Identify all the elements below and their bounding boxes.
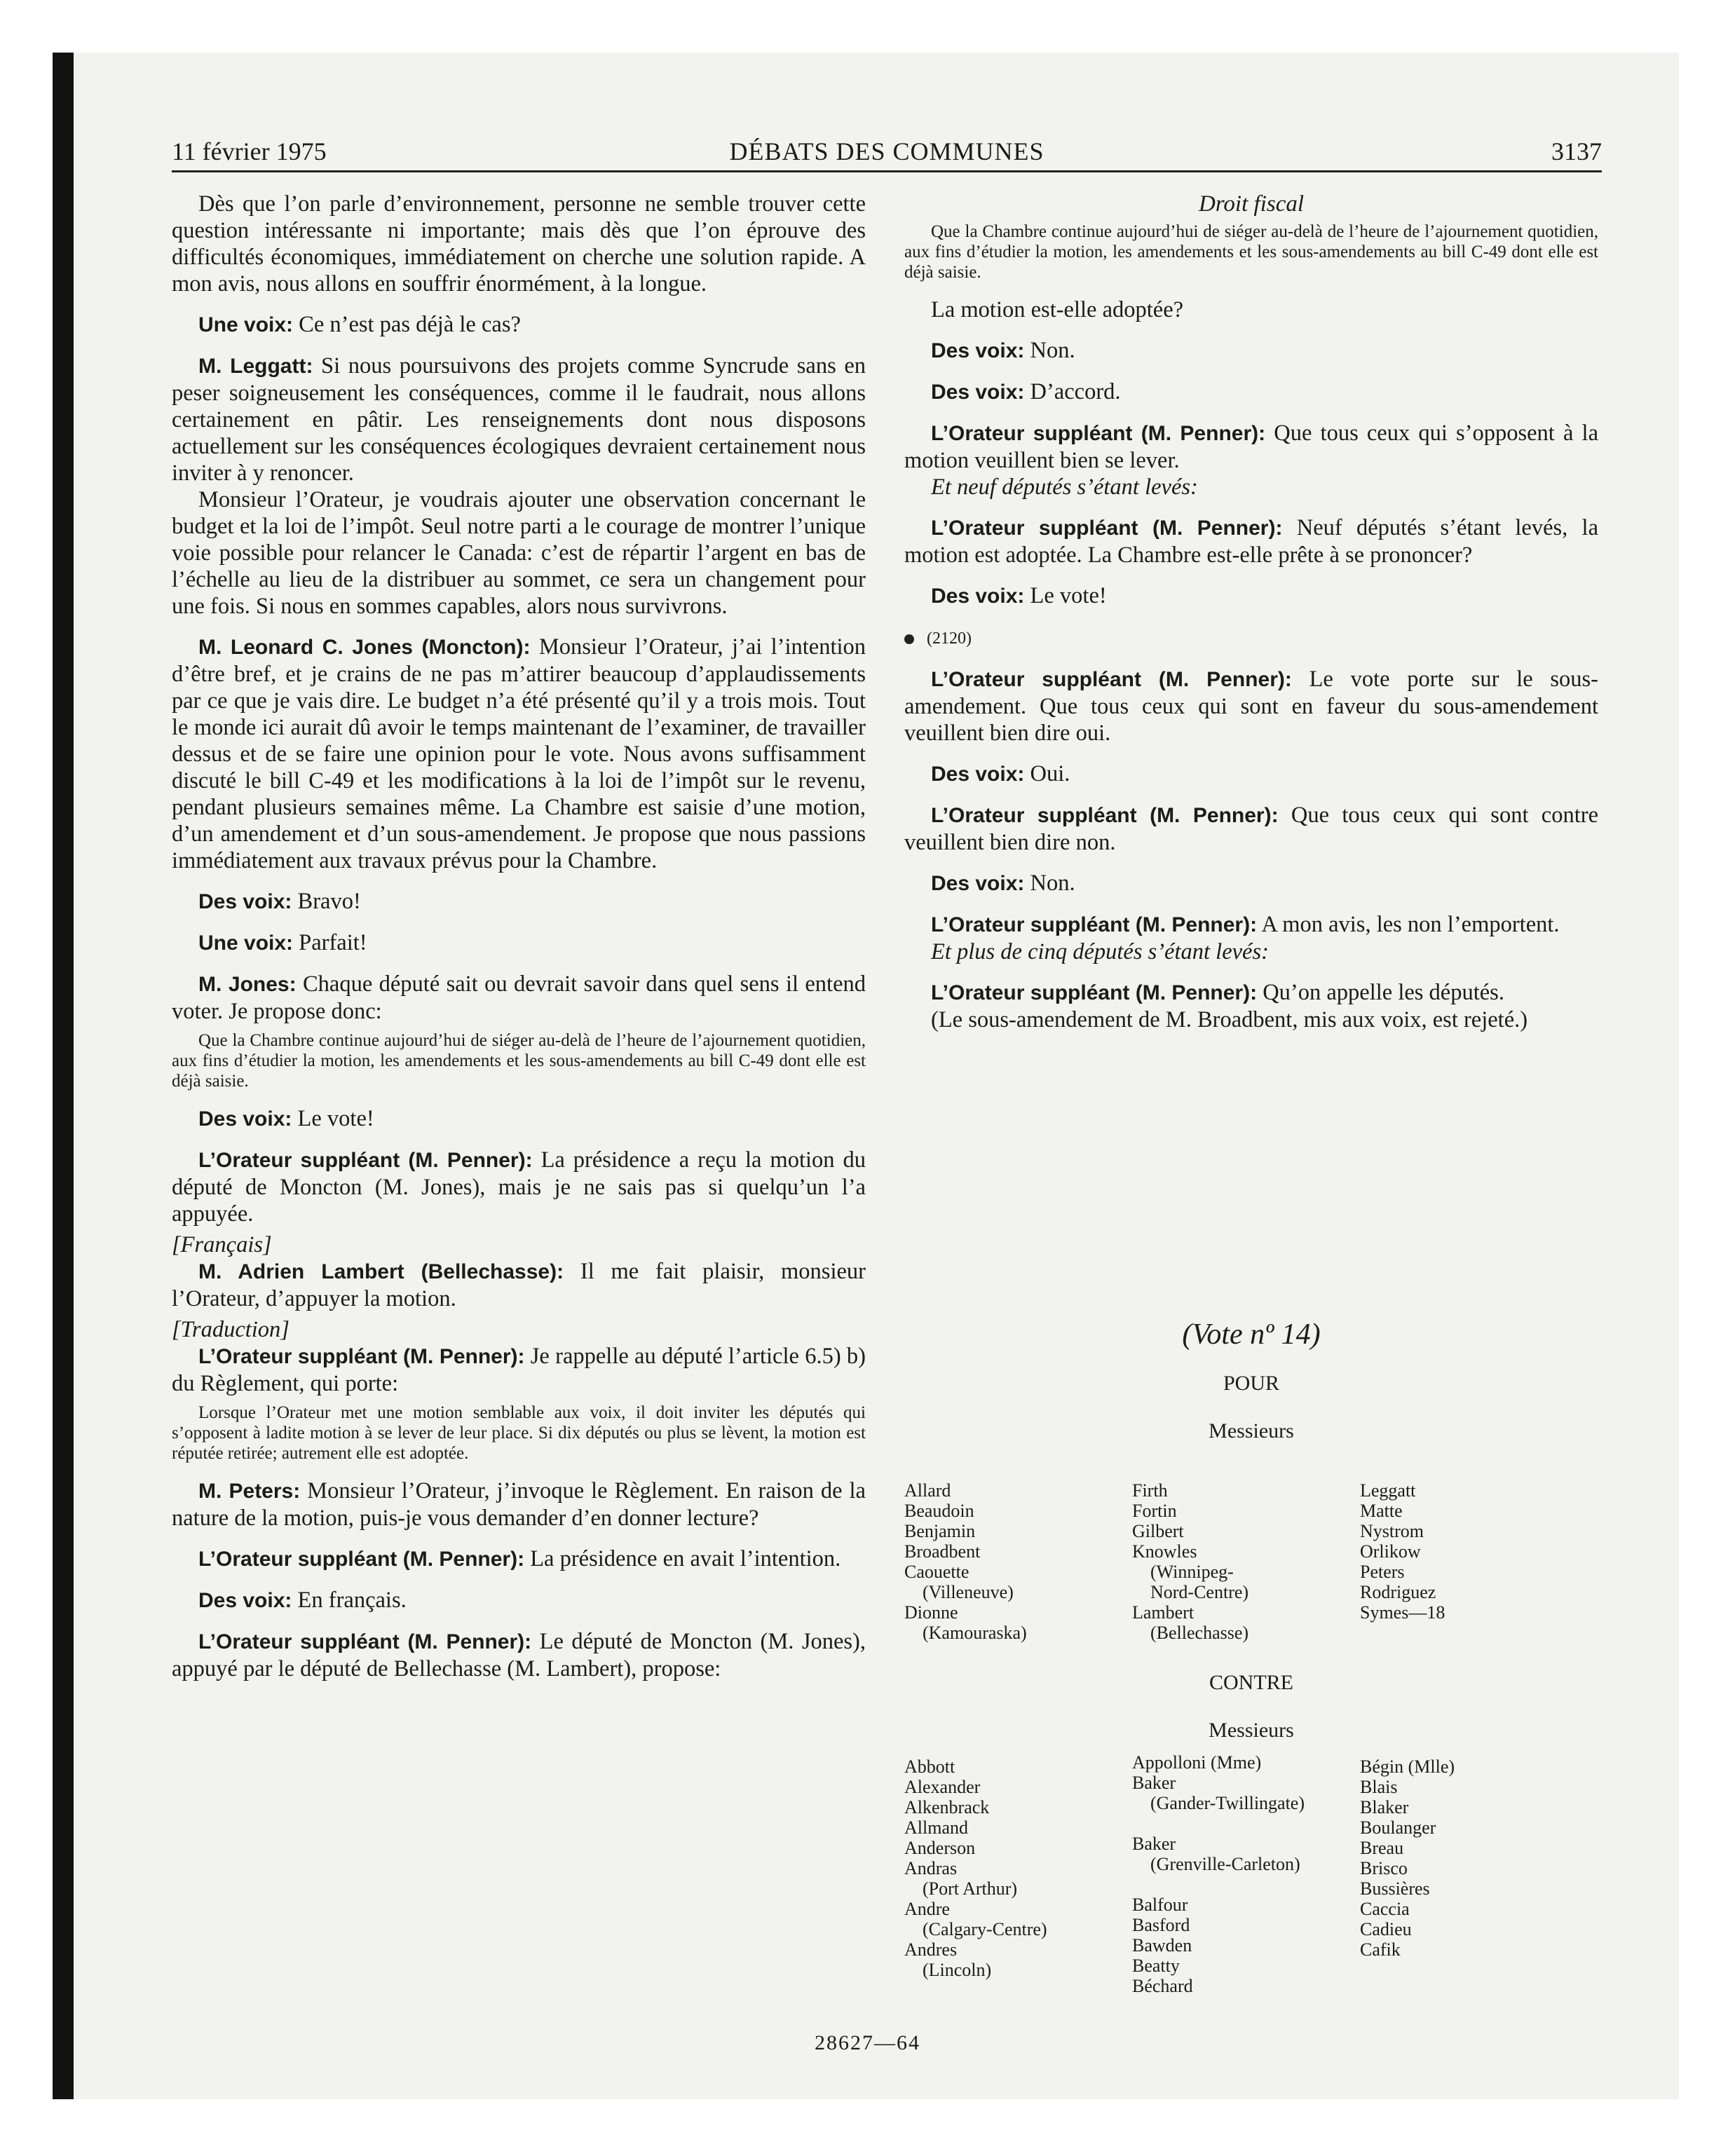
motion-quote: Que la Chambre continue aujourd’hui de siéger au-delà de l’heure de l’ajournement quotidien, aux fins d’étudier la motion, les amendements et les sous-amendements au bill C-49 dont elle est déjà saisie.	[172, 1031, 866, 1091]
member-name: Blaker	[1360, 1797, 1409, 1817]
paragraph: Dès que l’on parle d’environnement, personne ne semble trouver cette question intéressante ni importante; mais dès que l’on éprouve des difficultés économiques, immédiatement on cherche une solution rapide. A mon avis, nous allons en souffrir énormément, à la longue.	[172, 191, 866, 296]
speaker: Une voix:	[198, 313, 294, 336]
paragraph: L’Orateur suppléant (M. Penner): A mon avis, les non l’emportent.	[931, 912, 1560, 937]
paragraph: Des voix: Bravo!	[198, 889, 361, 914]
member-name: Beaudoin	[904, 1501, 974, 1521]
paragraph: L’Orateur suppléant (M. Penner): Le vote porte sur le sous-amendement. Que tous ceux qui sont en faveur du sous-amendement veuillent bien dire oui.	[904, 667, 1598, 746]
paragraph: Monsieur l’Orateur, je voudrais ajouter une observation concernant le budget et la loi de l’impôt. Seul notre parti a le courage de montrer l’unique voie possible pour relancer le Canada: c’est de répartir l’argent en bas de l’échelle au lieu de la distribuer au sommet, ce sera un changement pour une fois. Si nous en sommes capables, alors nous survivrons.	[172, 487, 866, 619]
vote-title: (Vote nº 14)	[1182, 1318, 1321, 1351]
paragraph: Des voix: Le vote!	[198, 1106, 374, 1131]
member-name: Béchard	[1132, 1976, 1193, 1996]
pour-names-col3	[1360, 1480, 1445, 1623]
member-name: Alkenbrack	[904, 1797, 990, 1817]
member-name: Leggatt	[1360, 1480, 1416, 1501]
member-name: Bawden	[1132, 1935, 1192, 1956]
member-name: Broadbent	[904, 1541, 981, 1562]
member-name: Anderson	[904, 1838, 976, 1858]
member-name: Knowles	[1132, 1541, 1197, 1562]
paragraph: Des voix: Oui.	[931, 761, 1070, 786]
member-name: (Gander-Twillingate)	[1150, 1793, 1305, 1813]
member-name: Nord-Centre)	[1150, 1582, 1249, 1602]
member-name: Appolloni (Mme)	[1132, 1752, 1262, 1773]
paragraph: L’Orateur suppléant (M. Penner): Que tous ceux qui s’opposent à la motion veuillent bien se lever.	[904, 421, 1598, 473]
contre-label: CONTRE	[1209, 1671, 1293, 1694]
paragraph: Des voix: Le vote!	[931, 583, 1107, 608]
pour-label: POUR	[1223, 1372, 1280, 1395]
paragraph: M. Peters: Monsieur l’Orateur, j’invoque le Règlement. En raison de la nature de la motion, puis-je vous demander d’en donner lecture?	[172, 1478, 866, 1531]
member-name: Symes—18	[1360, 1602, 1445, 1623]
member-name: (Grenville-Carleton)	[1150, 1854, 1300, 1874]
member-name: Andras	[904, 1858, 958, 1878]
header-rule	[172, 170, 1602, 172]
speaker: M. Leggatt:	[198, 355, 313, 378]
speaker: Des voix:	[931, 872, 1025, 895]
member-name: Rodriguez	[1360, 1582, 1436, 1602]
member-name: (Lincoln)	[923, 1960, 992, 1980]
member-name: Fortin	[1132, 1501, 1177, 1521]
member-name: Peters	[1360, 1562, 1405, 1582]
speaker: Des voix:	[931, 381, 1025, 404]
member-name: Orlikow	[1360, 1541, 1421, 1562]
member-name: Andres	[904, 1939, 958, 1960]
member-name: Breau	[1360, 1838, 1404, 1858]
stage-direction: Et plus de cinq députés s’étant levés:	[931, 939, 1269, 964]
speaker: Des voix:	[931, 585, 1025, 608]
pour-subtitle: Messieurs	[1209, 1419, 1294, 1442]
bullet-icon	[904, 634, 914, 644]
member-name: Alexander	[904, 1777, 981, 1797]
language-tag: [Français]	[172, 1232, 272, 1257]
paragraph: Des voix: Non.	[931, 338, 1075, 363]
member-name: Baker	[1132, 1834, 1176, 1854]
member-name: Abbott	[904, 1756, 955, 1777]
paragraph: L’Orateur suppléant (M. Penner): Qu’on appelle les députés.	[931, 980, 1504, 1005]
paragraph: Des voix: En français.	[198, 1588, 407, 1613]
paragraph: M. Jones: Chaque député sait ou devrait savoir dans quel sens il entend voter. Je propose donc:	[172, 971, 866, 1024]
member-name: Blais	[1360, 1777, 1398, 1797]
page-header	[172, 137, 1602, 172]
speaker: L’Orateur suppléant (M. Penner):	[198, 1630, 532, 1653]
member-name: (Port Arthur)	[923, 1878, 1018, 1899]
member-name: Cafik	[1360, 1939, 1401, 1960]
speaker: L’Orateur suppléant (M. Penner):	[931, 422, 1266, 445]
member-name: Benjamin	[904, 1521, 976, 1541]
section-heading: Droit fiscal	[1198, 191, 1305, 217]
right-column	[904, 191, 1598, 1033]
page-footer-code: 28627—64	[815, 2031, 920, 2054]
member-name: (Calgary-Centre)	[923, 1919, 1047, 1939]
member-name: Baker	[1132, 1773, 1176, 1793]
member-name: Matte	[1360, 1501, 1403, 1521]
member-name: Caouette	[904, 1562, 969, 1582]
member-name: Brisco	[1360, 1858, 1408, 1878]
member-name: Basford	[1132, 1915, 1190, 1935]
member-name: Lambert	[1132, 1602, 1195, 1623]
language-tag: [Traduction]	[172, 1317, 290, 1342]
contre-names-col2	[1132, 1752, 1305, 1996]
member-name: Allmand	[904, 1817, 968, 1838]
speaker: L’Orateur suppléant (M. Penner):	[198, 1149, 533, 1172]
member-name: Balfour	[1132, 1895, 1188, 1915]
speaker: M. Adrien Lambert (Bellechasse):	[198, 1260, 564, 1283]
speaker: L’Orateur suppléant (M. Penner):	[931, 913, 1258, 936]
speaker: L’Orateur suppléant (M. Penner):	[931, 517, 1283, 540]
speaker: M. Leonard C. Jones (Moncton):	[198, 636, 531, 659]
member-name: Nystrom	[1360, 1521, 1424, 1541]
pour-names-col1	[904, 1480, 1027, 1643]
member-name: (Winnipeg-	[1150, 1562, 1234, 1582]
member-name: Dionne	[904, 1602, 958, 1623]
speaker: M. Jones:	[198, 973, 297, 996]
member-name: Firth	[1132, 1480, 1168, 1501]
member-name	[1132, 1813, 1305, 1834]
member-name: Gilbert	[1132, 1521, 1184, 1541]
member-name	[1132, 1874, 1305, 1895]
paragraph: M. Leggatt: Si nous poursuivons des projets comme Syncrude sans en peser soigneusement les conséquences, comme il le faudrait, nous allons certainement en pâtir. Les renseignements dont nous disposons actuellement sur les conséquences écologiques devraient certainement nous inviter à y renoncer.	[172, 353, 866, 486]
stage-direction: Et neuf députés s’étant levés:	[931, 475, 1198, 500]
speaker: Des voix:	[931, 339, 1025, 362]
speaker: Des voix:	[198, 890, 292, 913]
speaker: L’Orateur suppléant (M. Penner):	[931, 668, 1292, 691]
speaker: L’Orateur suppléant (M. Penner):	[198, 1548, 525, 1571]
member-name: Bussières	[1360, 1878, 1430, 1899]
speaker: Des voix:	[931, 763, 1025, 786]
paragraph: L’Orateur suppléant (M. Penner): Que tous ceux qui sont contre veuillent bien dire non.	[904, 803, 1598, 855]
member-name: Caccia	[1360, 1899, 1410, 1919]
paragraph: Des voix: D’accord.	[931, 379, 1121, 404]
contre-subtitle: Messieurs	[1209, 1719, 1294, 1742]
member-name: Bégin (Mlle)	[1360, 1756, 1455, 1777]
contre-names-col1	[904, 1756, 1047, 1980]
time-marker: (2120)	[904, 625, 1598, 652]
header-date: 11 février 1975	[172, 137, 327, 165]
left-column	[172, 191, 866, 1682]
member-name: Andre	[904, 1899, 950, 1919]
member-name: (Bellechasse)	[1150, 1623, 1249, 1643]
speaker: Des voix:	[198, 1589, 292, 1612]
paragraph: L’Orateur suppléant (M. Penner): Je rappelle au député l’article 6.5) b) du Règlement, qui porte:	[172, 1344, 866, 1396]
paragraph: M. Adrien Lambert (Bellechasse): Il me fait plaisir, monsieur l’Orateur, d’appuyer la motion.	[172, 1259, 866, 1311]
member-name: (Kamouraska)	[923, 1623, 1027, 1643]
paragraph: M. Leonard C. Jones (Moncton): Monsieur l’Orateur, j’ai l’intention d’être bref, et je crains de ne pas m’attirer beaucoup d’applaudissements par ce que je vais dire. Le budget n’a été présenté qu’il y a trois mois. Tout le monde ici aurait dû avoir le temps maintenant de l’examiner, de travailler dessus et de se faire une opinion pour le vote. Nous avons suffisamment discuté le bill C-49 et les modifications à la loi de l’impôt sur le revenu, pendant plusieurs semaines même. La Chambre est saisie d’une motion, d’un amendement et d’un sous-amendement. Je propose que nous passions immédiatement aux travaux prévus pour la Chambre.	[172, 634, 866, 873]
page-number: 3137	[1551, 137, 1602, 165]
paragraph: La motion est-elle adoptée?	[931, 297, 1184, 322]
pour-names-col2	[1132, 1480, 1248, 1643]
paragraph: L’Orateur suppléant (M. Penner): Le député de Moncton (M. Jones), appuyé par le député de Bellechasse (M. Lambert), propose:	[172, 1629, 866, 1681]
member-name: Beatty	[1132, 1956, 1180, 1976]
speaker: M. Peters:	[198, 1480, 301, 1503]
speaker: L’Orateur suppléant (M. Penner):	[931, 804, 1279, 827]
paragraph: (Le sous-amendement de M. Broadbent, mis aux voix, est rejeté.)	[931, 1007, 1528, 1032]
member-name: Boulanger	[1360, 1817, 1436, 1838]
speaker: Une voix:	[198, 932, 294, 955]
header-title: DÉBATS DES COMMUNES	[729, 137, 1045, 165]
paragraph: L’Orateur suppléant (M. Penner): Neuf députés s’étant levés, la motion est adoptée. La Chambre est-elle prête à se prononcer?	[904, 515, 1598, 568]
paragraph: L’Orateur suppléant (M. Penner): La présidence en avait l’intention.	[198, 1546, 841, 1571]
contre-names-col3	[1360, 1756, 1455, 1960]
member-name: Cadieu	[1360, 1919, 1412, 1939]
scan-binding-edge	[53, 53, 74, 2099]
motion-quote: Que la Chambre continue aujourd’hui de siéger au-delà de l’heure de l’ajournement quotidien, aux fins d’étudier la motion, les amendements et les sous-amendements au bill C-49 dont elle est déjà saisie.	[904, 222, 1598, 282]
member-name: (Villeneuve)	[923, 1582, 1014, 1602]
paragraph: Des voix: Non.	[931, 871, 1075, 896]
speaker: L’Orateur suppléant (M. Penner):	[198, 1345, 525, 1368]
speaker: L’Orateur suppléant (M. Penner):	[931, 981, 1258, 1004]
member-name: Allard	[904, 1480, 951, 1501]
paragraph: Une voix: Ce n’est pas déjà le cas?	[198, 312, 521, 337]
speaker: Des voix:	[198, 1107, 292, 1131]
rule-quote: Lorsque l’Orateur met une motion semblable aux voix, il doit inviter les députés qui s’opposent à ladite motion à se lever de leur place. Si dix députés ou plus se lèvent, la motion est réputée retirée; autrement elle est adoptée.	[172, 1403, 866, 1463]
paragraph: L’Orateur suppléant (M. Penner): La présidence a reçu la motion du député de Moncton (M. Jones), mais je ne sais pas si quelqu’un l’a appuyée.	[172, 1147, 866, 1227]
paragraph: Une voix: Parfait!	[198, 930, 367, 955]
